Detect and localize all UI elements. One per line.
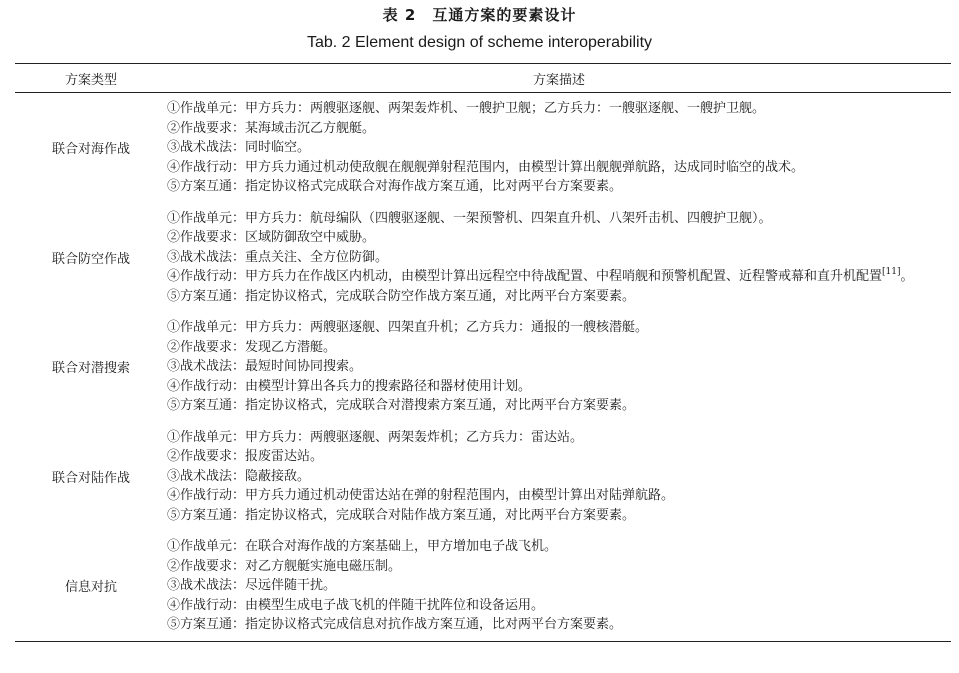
description-line: ②作战要求：某海域击沉乙方舰艇。 xyxy=(167,120,376,136)
description-line-text: ④作战行动：甲方兵力在作战区内机动，由模型计算出远程空中待战配置、中程哨舰和预警机配置、近程警戒幕和直升机配置 xyxy=(167,269,883,284)
scheme-element-table xyxy=(15,63,951,642)
description-line: ④作战行动：甲方兵力通过机动使敌舰在舰舰弹射程范围内，由模型计算出舰舰弹航路，达成同时临空的战术。 xyxy=(167,159,805,175)
scheme-description xyxy=(167,93,951,203)
table-row xyxy=(15,531,951,641)
table-row xyxy=(15,93,951,203)
table-caption-en: Tab. 2 Element design of scheme interoperability xyxy=(306,34,653,51)
description-line: ①作战单元：甲方兵力：航母编队（四艘驱逐舰、一架预警机、四架直升机、八架歼击机、四艘护卫舰）。 xyxy=(167,210,772,226)
description-line: ①作战单元：甲方兵力：两艘驱逐舰、两架轰炸机、一艘护卫舰；乙方兵力：一艘驱逐舰、一艘护卫舰。 xyxy=(167,101,766,116)
description-line: ⑤方案互通：指定协议格式完成信息对抗作战方案互通，比对两平台方案要素。 xyxy=(167,617,623,632)
table-row xyxy=(15,312,951,422)
description-line: ③战术战法：最短时间协同搜索。 xyxy=(167,359,363,374)
description-line-wrapped xyxy=(167,267,947,287)
scheme-description xyxy=(167,312,951,422)
description-line: ②作战要求：对乙方舰艇实施电磁压制。 xyxy=(167,558,402,574)
scheme-type: 联合对海作战 xyxy=(51,142,130,158)
description-line: ④作战行动：甲方兵力通过机动使雷达站在弹的射程范围内，由模型计算出对陆弹航路。 xyxy=(167,488,675,503)
description-line: ①作战单元：在联合对海作战的方案基础上，甲方增加电子战飞机。 xyxy=(167,539,558,554)
description-line: ⑤方案互通：指定协议格式，完成联合对陆作战方案互通，对比两平台方案要素。 xyxy=(167,507,636,523)
table-row xyxy=(15,203,951,313)
table-row xyxy=(15,422,951,532)
description-line: ④作战行动：由模型计算出各兵力的搜索路径和器材使用计划。 xyxy=(167,378,532,394)
table-caption-cn: 表 2 互通方案的要素设计 xyxy=(382,6,577,24)
description-line: ②作战要求：发现乙方潜艇。 xyxy=(167,339,337,355)
description-line: ②作战要求：报废雷达站。 xyxy=(167,449,324,464)
description-line: ①作战单元：甲方兵力：两艘驱逐舰、两架轰炸机；乙方兵力：雷达站。 xyxy=(167,429,584,445)
header-scheme-description: 方案描述 xyxy=(167,64,951,93)
scheme-type: 信息对抗 xyxy=(15,531,167,641)
scheme-type: 联合对陆作战 xyxy=(51,470,130,486)
scheme-description xyxy=(167,531,951,641)
description-line: ③战术战法：同时临空。 xyxy=(167,140,311,155)
scheme-description xyxy=(167,203,951,313)
description-line: ④作战行动：由模型生成电子战飞机的伴随干扰阵位和设备运用。 xyxy=(167,597,545,613)
description-line: ⑤方案互通：指定协议格式完成联合对海作战方案互通，比对两平台方案要素。 xyxy=(167,179,623,194)
citation-reference[interactable]: [11] xyxy=(882,267,901,277)
description-line: ②作战要求：区域防御敌空中威胁。 xyxy=(167,230,376,245)
description-line: ①作战单元：甲方兵力：两艘驱逐舰、四架直升机；乙方兵力：通报的一艘核潜艇。 xyxy=(167,320,649,335)
description-line: ③战术战法：隐蔽接敌。 xyxy=(167,468,311,484)
description-line: ⑤方案互通：指定协议格式，完成联合防空作战方案互通，对比两平台方案要素。 xyxy=(167,288,636,304)
table-header-row xyxy=(15,64,951,93)
description-line: ⑤方案互通：指定协议格式，完成联合对潜搜索方案互通，对比两平台方案要素。 xyxy=(167,398,636,413)
scheme-description xyxy=(167,422,951,532)
description-line-tail: 。 xyxy=(900,269,914,284)
scheme-type: 联合防空作战 xyxy=(51,251,130,267)
description-line: ③战术战法：重点关注、全方位防御。 xyxy=(167,249,389,265)
scheme-type: 联合对潜搜索 xyxy=(51,361,130,377)
header-scheme-type: 方案类型 xyxy=(15,64,167,93)
description-line: ③战术战法：尽远伴随干扰。 xyxy=(167,578,337,593)
